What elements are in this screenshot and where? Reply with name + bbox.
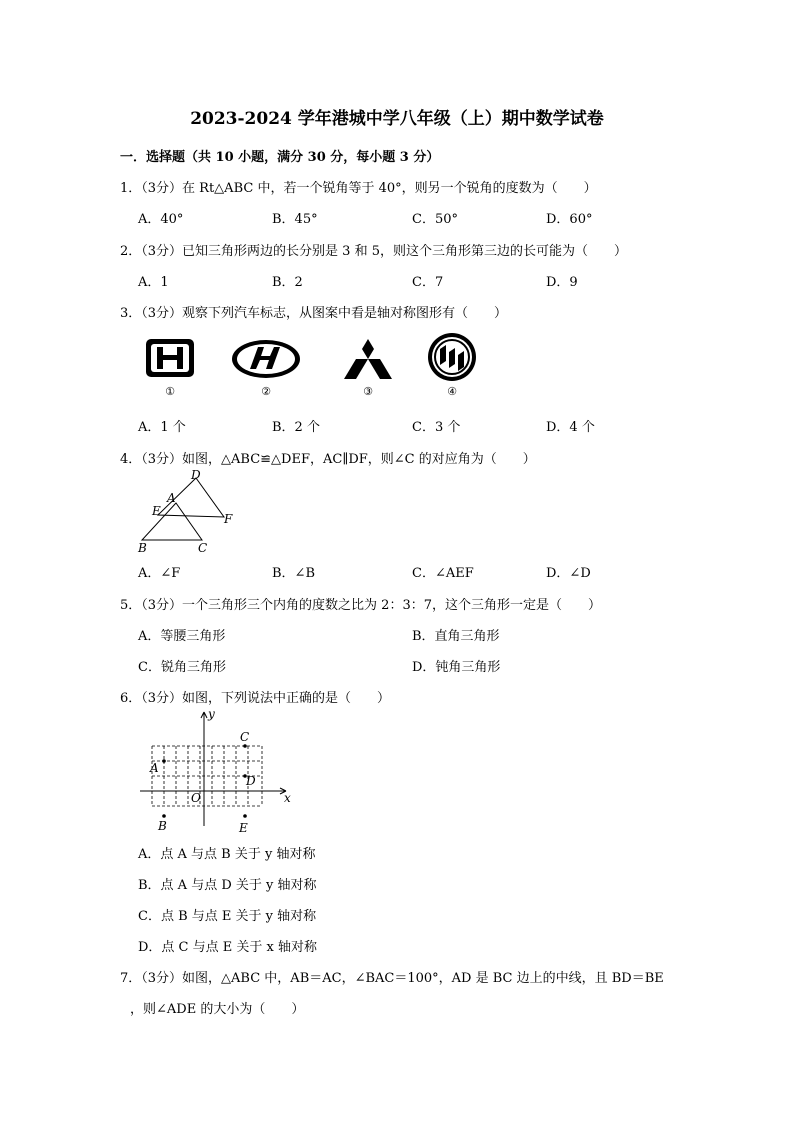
q4-triangle-figure: [134, 468, 244, 558]
q6-label-e: E: [239, 821, 248, 835]
q4-label-c: C: [198, 541, 208, 555]
q6-label-a: A: [150, 761, 159, 775]
question-7-line-1: 7．（3分）如图，△ABC 中，AB＝AC，∠BAC＝100°，AD 是 BC 边上的中线，且 BD＝BE: [120, 971, 664, 986]
q6-coordinate-grid-figure: [138, 704, 298, 838]
q6-axis-x-label: x: [284, 791, 291, 805]
q4-label-a: A: [167, 491, 176, 505]
logo-label-1: ①: [165, 385, 175, 398]
q6-label-b: B: [158, 819, 167, 833]
question-6: 6．（3分）如图，下列说法中正确的是（ ）: [120, 691, 391, 706]
q6-label-d: D: [246, 774, 256, 788]
section-heading: 一．选择题（共 10 小题，满分 30 分，每小题 3 分）: [120, 150, 440, 165]
q4-option-b: B．∠B: [272, 566, 315, 581]
q4-option-d: D．∠D: [546, 566, 591, 581]
q2-option-d: D．9: [546, 275, 578, 290]
question-1: 1．（3分）在 Rt△ABC 中，若一个锐角等于 40°，则另一个锐角的度数为（ ）: [120, 181, 597, 196]
q4-label-b: B: [138, 541, 147, 555]
car-logo-h-figure: [140, 335, 200, 399]
q4-label-f: F: [224, 512, 233, 526]
question-7-line-2: ，则∠ADE 的大小为（ ）: [130, 1002, 305, 1017]
q6-option-d: D．点 C 与点 E 关于 x 轴对称: [138, 940, 317, 955]
q3-option-c: C．3 个: [412, 420, 461, 435]
q6-option-b: B．点 A 与点 D 关于 y 轴对称: [138, 878, 317, 893]
question-2: 2．（3分）已知三角形两边的长分别是 3 和 5，则这个三角形第三边的长可能为（ ）: [120, 244, 627, 259]
question-5: 5．（3分）一个三角形三个内角的度数之比为 2：3：7，这个三角形一定是（ ）: [120, 598, 601, 613]
q6-option-a: A．点 A 与点 B 关于 y 轴对称: [138, 847, 316, 862]
q6-origin-label: O: [191, 791, 201, 805]
q6-axis-y-label: y: [208, 707, 215, 721]
q3-option-d: D．4 个: [546, 420, 595, 435]
q6-option-c: C．点 B 与点 E 关于 y 轴对称: [138, 909, 317, 924]
car-logo-diamonds-figure: [338, 335, 398, 399]
q4-label-d: D: [191, 468, 201, 482]
q1-option-b: B．45°: [272, 212, 318, 227]
q4-option-a: A．∠F: [138, 566, 181, 581]
question-4: 4．（3分）如图，△ABC≌△DEF，AC∥DF，则∠C 的对应角为（ ）: [120, 452, 536, 467]
car-logo-circle-figure: [420, 331, 484, 399]
q3-option-b: B．2 个: [272, 420, 320, 435]
question-3: 3．（3分）观察下列汽车标志，从图案中看是轴对称图形有（ ）: [120, 306, 508, 321]
q5-option-a: A．等腰三角形: [138, 629, 226, 644]
logo-label-4: ④: [447, 385, 457, 398]
page-title: 2023-2024 学年港城中学八年级（上）期中数学试卷: [190, 109, 604, 129]
q4-option-c: C．∠AEF: [412, 566, 474, 581]
q2-option-a: A．1: [138, 275, 169, 290]
q4-label-e: E: [152, 504, 161, 518]
q6-label-c: C: [240, 730, 250, 744]
logo-label-3: ③: [363, 385, 373, 398]
q1-option-d: D．60°: [546, 212, 593, 227]
logo-label-2: ②: [261, 385, 271, 398]
q1-option-a: A．40°: [138, 212, 184, 227]
q3-option-a: A．1 个: [138, 420, 186, 435]
car-logo-oval-figure: [228, 335, 304, 399]
q2-option-c: C．7: [412, 275, 444, 290]
q1-option-c: C．50°: [412, 212, 458, 227]
q5-option-b: B．直角三角形: [412, 629, 500, 644]
q2-option-b: B．2: [272, 275, 303, 290]
q5-option-d: D．钝角三角形: [412, 660, 501, 675]
q5-option-c: C．锐角三角形: [138, 660, 226, 675]
